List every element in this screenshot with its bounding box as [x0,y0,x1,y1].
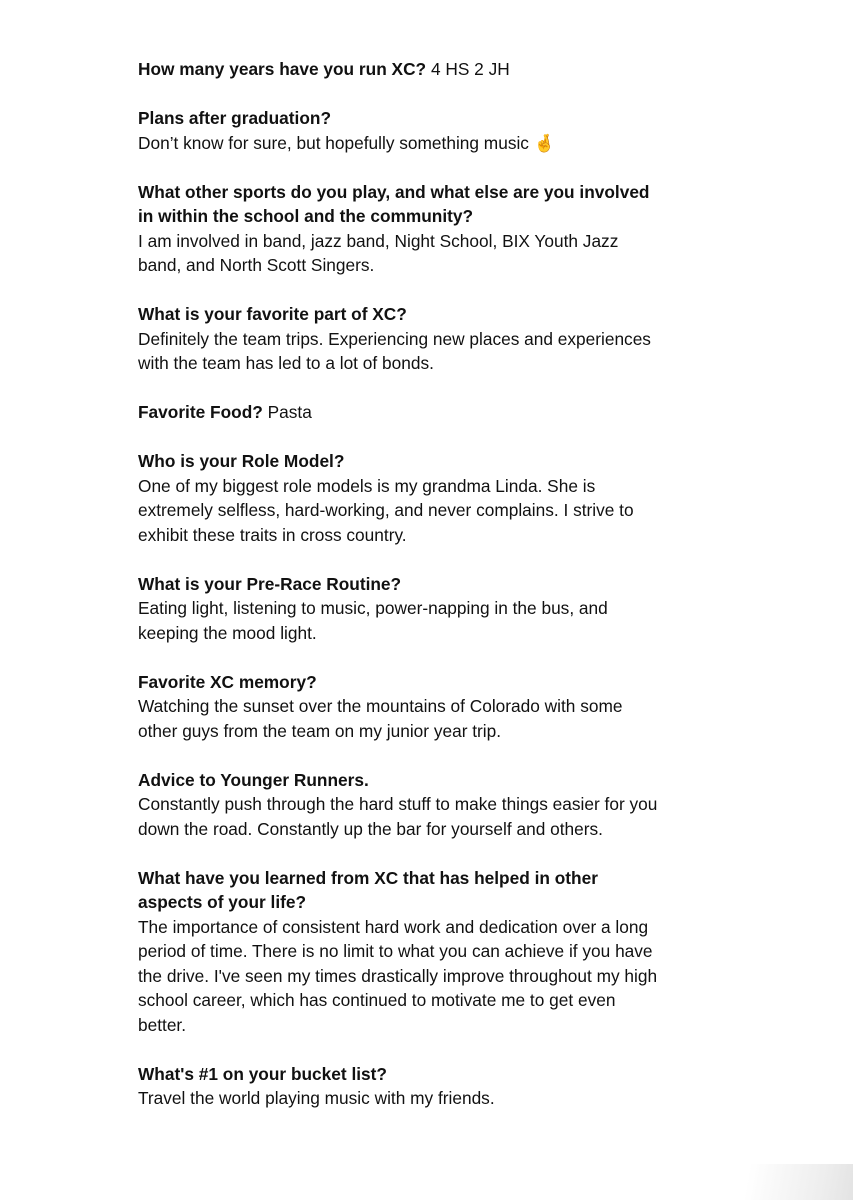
qa-role-model [138,449,658,547]
answer: Watching the sunset over the mountains of Colorado with some other guys from the team on my junior year trip. [138,696,623,741]
qa-lessons-learned [138,866,658,1038]
answer: Pasta [267,402,312,422]
answer: The importance of consistent hard work and dedication over a long period of time. There is no limit to what you can achieve if you have the drive. I've seen my times drastically improve throughout my high school career, which has continued to motivate me to get even better. [138,916,658,1035]
question: What is your favorite part of XC? [138,304,407,324]
qa-advice [138,768,658,842]
answer: Travel the world playing music with my friends. [138,1088,495,1108]
qa-favorite-part [138,302,658,376]
answer: Constantly push through the hard stuff to make things easier for you down the road. Constantly up the bar for yourself and others. [138,794,658,839]
question: How many years have you run XC? [138,59,427,79]
question: Favorite XC memory? [138,671,317,692]
answer: Don’t know for sure, but hopefully something music 🤞 [138,132,556,153]
question: What's #1 on your bucket list? [138,1063,387,1084]
qa-favorite-food [138,400,658,425]
question: Plans after graduation? [138,108,332,128]
answer: One of my biggest role models is my grandma Linda. She is extremely selfless, hard-working, and never complains. I strive to exhibit these traits in cross country. [138,475,634,545]
question: Advice to Younger Runners. [138,769,369,790]
qa-favorite-memory [138,670,658,744]
question: What is your Pre-Race Routine? [138,573,402,594]
qa-years-run [138,57,658,82]
qa-pre-race-routine [138,572,658,646]
answer: 4 HS 2 JH [430,59,510,79]
qa-other-activities [138,180,658,278]
question: What have you learned from XC that has helped in other aspects of your life? [138,867,598,912]
question: Who is your Role Model? [138,451,345,471]
question: What other sports do you play, and what else are you involved in within the school and the community? [138,181,650,226]
answer: Eating light, listening to music, power-napping in the bus, and keeping the mood light. [138,598,608,643]
answer: Definitely the team trips. Experiencing new places and experiences with the team has led to a lot of bonds. [138,328,651,373]
question: Favorite Food? [138,402,263,422]
qa-plans-after-graduation [138,106,658,155]
qa-bucket-list [138,1062,658,1111]
page-corner-shadow [703,1164,853,1200]
answer: I am involved in band, jazz band, Night School, BIX Youth Jazz band, and North Scott Singers. [138,230,619,275]
questionnaire-page [138,57,658,1135]
